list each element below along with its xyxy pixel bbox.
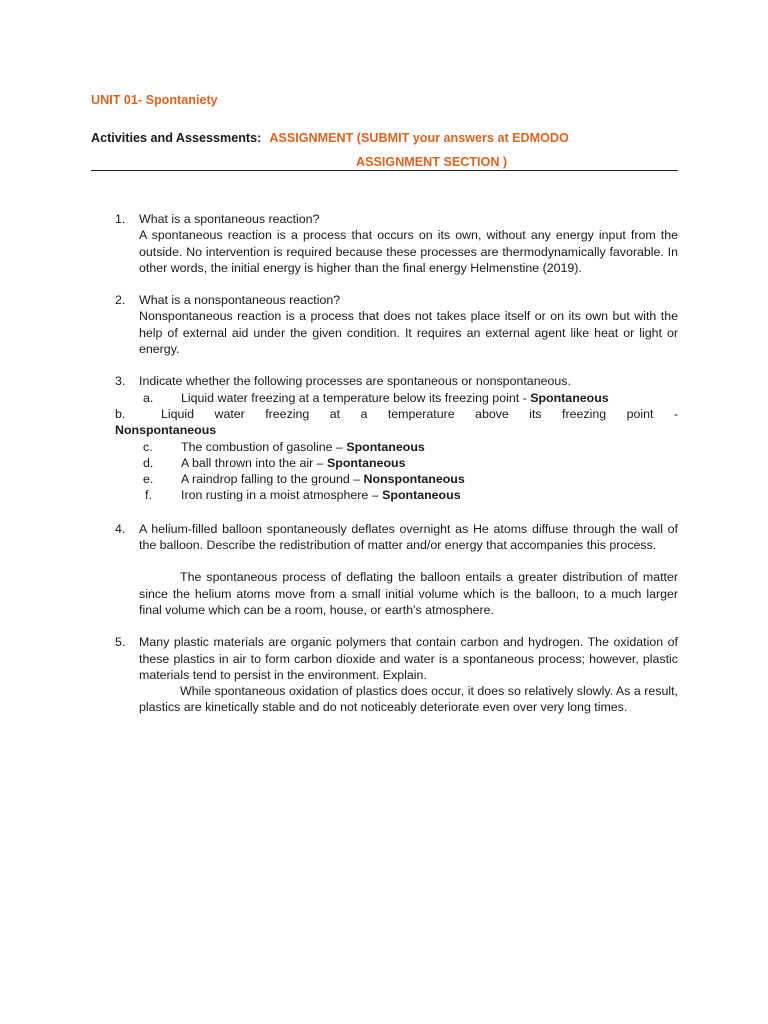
question-5: [115, 634, 678, 715]
item-answer: Spontaneous: [327, 455, 406, 470]
answer-text: While spontaneous oxidation of plastics does occur, it does so relatively slowly. As a result, plastics are kinetically stable and do not noticeably deteriorate even over very long times.: [139, 684, 678, 715]
item-text: A raindrop falling to the ground –: [181, 472, 364, 487]
item-letter: b.: [115, 406, 126, 421]
item-text: A ball thrown into the air –: [181, 455, 328, 470]
item-answer: Spontaneous: [346, 439, 425, 454]
assignment-instruction: ASSIGNMENT (SUBMIT your answers at EDMODO: [269, 131, 569, 145]
question-number: 2.: [115, 293, 126, 308]
question-1: [115, 211, 678, 276]
question-number: 4.: [115, 521, 126, 536]
item-text: Liquid water freezing at a temperature above its freezing point -: [161, 406, 678, 421]
list-item-continuation: [115, 422, 678, 438]
answer-text: A spontaneous reaction is a process that occurs on its own, without any energy input from the outside. No intervention is required because these processes are thermodynamically favorable. In other words, the initial energy is higher than the final energy Helmenstine (2019).: [139, 228, 678, 275]
question-3: [115, 373, 678, 503]
list-item: [139, 390, 678, 406]
item-text: The combustion of gasoline –: [181, 439, 347, 454]
item-letter: e.: [143, 472, 154, 487]
assignment-instruction-cont: ASSIGNMENT SECTION ): [356, 155, 508, 169]
item-text: Iron rusting in a moist atmosphere –: [181, 488, 383, 503]
question-text: What is a nonspontaneous reaction?: [139, 293, 341, 308]
item-letter: f.: [145, 488, 152, 503]
answer-text: Nonspontaneous reaction is a process that does not takes place itself or on its own but with the help of external aid under the given condition. It requires an external agent like heat or light or energy.: [139, 309, 678, 357]
item-answer: Nonspontaneous: [115, 423, 217, 438]
item-answer: Spontaneous: [530, 390, 609, 405]
header-divider: [91, 170, 678, 171]
list-item: [139, 487, 678, 503]
question-text: Many plastic materials are organic polymers that contain carbon and hydrogen. The oxidation of these plastics in air to form carbon dioxide and water is a spontaneous process; however, plastic materials tend to persist in the environment. Explain.: [139, 635, 678, 682]
list-item: [139, 471, 678, 487]
question-text: A helium-filled balloon spontaneously deflates overnight as He atoms diffuse through the wall of the balloon. Describe the redistribution of matter and/or energy that accompanies this process.: [139, 521, 678, 553]
list-item: [115, 406, 678, 422]
question-2: [115, 292, 678, 357]
item-text: Liquid water freezing at a temperature below its freezing point -: [181, 390, 531, 405]
unit-title: UNIT 01- Spontaniety: [91, 93, 218, 107]
question-text: Indicate whether the following processes are spontaneous or nonspontaneous.: [139, 374, 571, 389]
answer-text: The spontaneous process of deflating the balloon entails a greater distribution of matter since the helium atoms move from a small initial volume which is the balloon, to a much larger final volume which can be a room, house, or earth's atmosphere.: [139, 570, 678, 617]
question-number: 3.: [115, 374, 126, 389]
item-letter: a.: [143, 390, 154, 405]
activities-heading: [91, 128, 691, 172]
question-number: 1.: [115, 212, 126, 226]
question-4: [115, 521, 678, 618]
question-number: 5.: [115, 635, 126, 650]
activities-label: Activities and Assessments:: [91, 131, 262, 145]
question-text: What is a spontaneous reaction?: [139, 212, 320, 226]
item-answer: Spontaneous: [382, 488, 461, 503]
list-item: [139, 439, 678, 455]
item-letter: d.: [143, 455, 154, 470]
item-letter: c.: [143, 439, 153, 454]
item-answer: Nonspontaneous: [363, 472, 465, 487]
question-list: [115, 211, 678, 732]
list-item: [139, 455, 678, 471]
